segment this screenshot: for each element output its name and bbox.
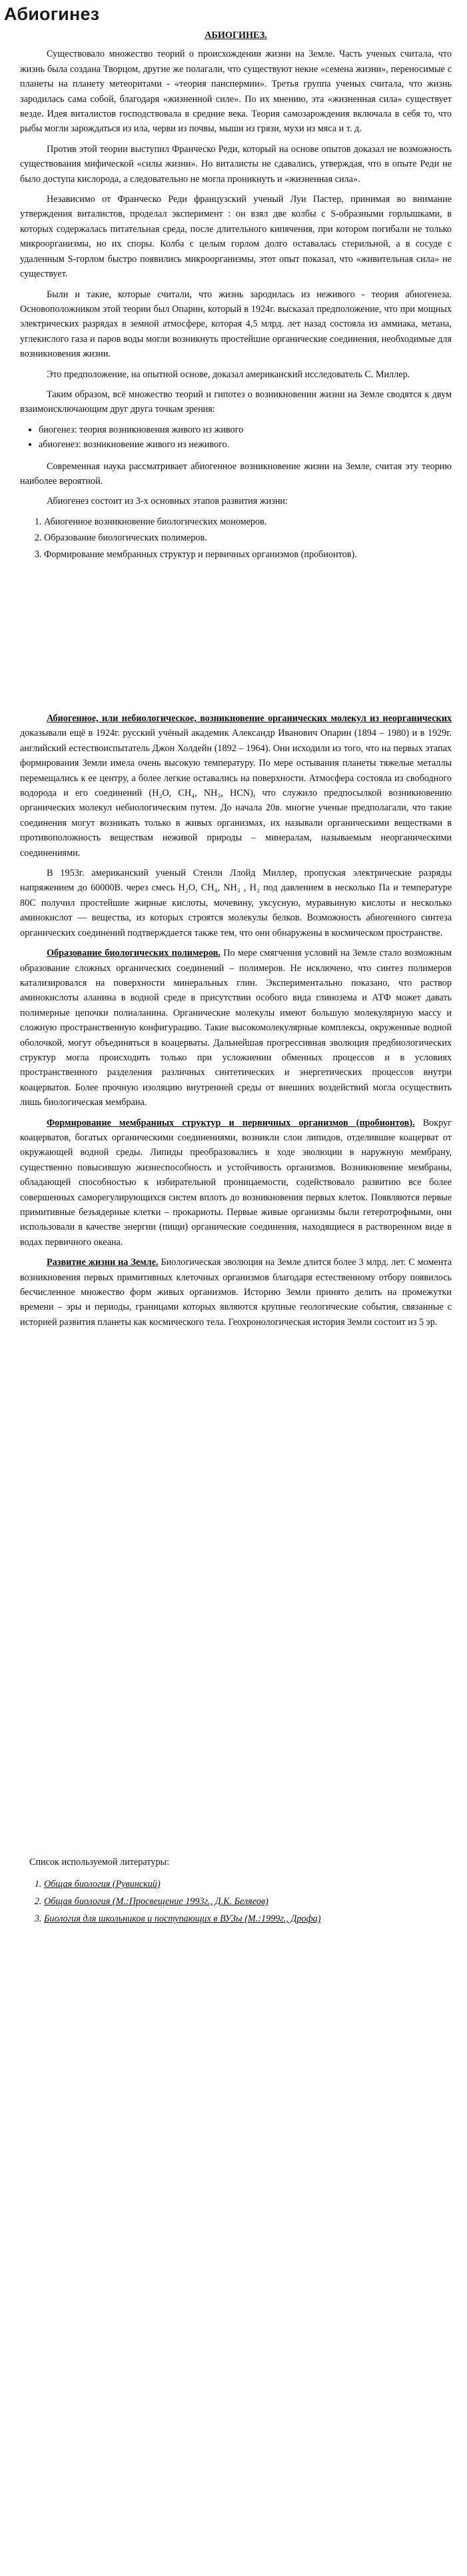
reference-item: 3. Биология для школьников и поступающих в ВУЗы (М.:1999г., Дрофа) (44, 1912, 452, 1926)
stages-list (20, 515, 452, 562)
section-heading: Образование биологических полимеров. (47, 948, 221, 959)
paragraph-redi: Против этой теории выступил Франческо Реди, который на основе опытов доказал не возможность существования мифической «силы жизни». Но виталисты не сдавались, утверждая, что в опыте Реди не было доступа кислорода, а следовательно не могла проникнуть и «жизненная сила». (20, 143, 452, 185)
section-text: доказывали ещё в 1924г. русский учёный академик Александр Иванович Опарин (1894 – 1980) и в 1929г. английский естествоиспытатель Джон Холдейн (1892 – 1964). Они исходили из того, что на первых этапах формирования Земли имела очень высокую температуру. По мере остывания планеты тяжелые металлы перемещались к ее центру, а более легкие оставались на поверхности. Атмосфера состояла из свободного водорода и его соединений (H₂O, CH₄, NH₃, HCN), что служило предпосылкой возникновению органических молекул небиологическим путем. До начала 20в. многие ученые предполагали, что такие соединения могут возникать только в живых организмах, их называли органическими веществами в противоположность веществам неживой природы – минералам, называемым неорганическими соединениями. (20, 728, 452, 858)
list-item: 2. Образование биологических полимеров. (44, 531, 452, 545)
blank-space (20, 1335, 452, 1855)
paragraph-pasteur: Независимо от Франческо Реди французский ученый Луи Пастер, принимая во внимание утверждения виталистов, проделал эксперимент : он взял две колбы с S-образными горлышками, в которых содержалась питательная среда, после длительного кипячения, при котором погибали не только микроорганизмы, но их споры. Колба с целым горлом долго оставалась стерильной, а в сосуде с удаленным S-горлом быстро появились микроорганизмы, этот опыт показал, что «живительная сила» не существует. (20, 194, 452, 280)
paragraph-oparin: Были и такие, которые считали, что жизнь зародилась из неживого - теория абиогенеза. Основоположником этой теории был Опарин, который в 1924г. высказал предположение, что при мощных электрических разрядах в земной атмосфере, которая 4,5 млрд. лет назад состояла из аммиака, метана, углекислого газа и паров воды могли возникнуть простейшие органические соединения, необходимые для возникновения жизни. (20, 289, 452, 360)
paragraph-theories: Существовало множество теорий о происхождении жизни на Земле. Часть ученых считала, что жизнь была создана Творцом, другие же полагали, что существуют некие «семена жизни», переносимые с планеты на планету метеоритами - «теория панспермии». Третья группа ученых считала, что жизнь зародилась сама собой, благодаря «жизненной силе». По их мнению, эта «жизненная сила» существует везде. Идея виталистов господствовала в средние века. Теория самозарождения включала в себя то, что рыбы могли зарождаться из ила, черви из почвы, мыши из грязи, мухи из мяса и т. д. (20, 49, 452, 135)
document-body (20, 28, 452, 1935)
section-abiogenic-molecules (20, 711, 452, 860)
views-list (20, 423, 452, 453)
paragraph-miller: Это предположение, на опытной основе, доказал американский исследователь С. Миллер. (47, 369, 410, 380)
list-item: 1. Абиогенное возникновение биологических мономеров. (44, 515, 452, 529)
section-polymers (20, 946, 452, 1110)
reference-item: 1. Общая биология (Рувинский) (44, 1877, 452, 1892)
section-text: По мере смягчения условий на Земле стало возможным образование сложных органических соединений – полимеров. Не исключено, что синтез полимеров катализировался на поверхности минеральных глин. Экспериментально показано, что раствор аминокислоты аланина в водной среде в присутствии особого вида глинозема и АТФ может давать полимерные цепочки полиаланина. Органические молекулы имеют большую молекулярную массу и сложную пространственную конфигурацию. Такие высокомолекулярные комплексы, окруженные водной оболочкой, могут объединяться в коацерваты. Дальнейшая прогрессивная эволюция предбиологических структур могла происходить только при усложнении обменных процессов и в условиях пространственного разделения различных синтетических и энергетических процессов внутри коацерватов. Более прочную изоляцию внутренней среды от внешних воздействий могла осуществить лишь биологическая мембрана. (20, 948, 452, 1108)
list-item: • абиогенез: возникновение живого из неживого. (39, 437, 452, 452)
section-membranes (20, 1116, 452, 1250)
page-title: Абиогинез (4, 4, 100, 24)
paragraph-modern-science: Современная наука рассматривает абиогенное возникновение жизни на Земле, считая эту теорию наиболее вероятной. (20, 461, 452, 487)
references-title: Список используемой литературы: (29, 1857, 170, 1868)
section-text: Биологическая эволюция на Земле длится более 3 млрд. лет. С момента возникновения первых примитивных клеточных организмов благодаря естественному отбору появилось бесчисленное множество форм живых организмов. Историю Земли принято делить на промежутки времени – эры и периоды, границами которых являются крупные геологические события, связанные с историей развития планеты как космического тела. Геохронологическая история Земли состоит из 5 эр. (20, 1257, 452, 1328)
references-list (20, 1877, 452, 1927)
section-heading: Абиогенное, или небиологическое, возникновение органических молекул из неорганических (47, 713, 452, 724)
section-heading: Развитие жизни на Земле. (47, 1257, 159, 1268)
section-heading: Формирование мембранных структур и первичных организмов (пробионтов). (47, 1117, 415, 1128)
reference-item: 2. Общая биология (М.:Просвещение 1993г., Д.К. Беляеов) (44, 1894, 452, 1909)
section-text: Вокруг коацерватов, богатых органическими соединениями, возникли слои липидов, отделившие коацерват от окружающей водной среды. Липиды преобразовались в ходе эволюции в наружную мембрану, существенно повысившую жизнеспособность и устойчивость организмов. Возникновение мембраны, обладающей способностью к избирательной проницаемости, содействовало развитию все более совершенных саморегулирующихся систем вплоть до возникновения первых клеток. Появляются первые примитивные безъядерные клетки – прокариоты. Первые живые организмы были гетеротрофными, они использовали в качестве энергии (пищи) органические соединения, находящиеся в растворенном виде в водах первичного океана. (20, 1117, 452, 1248)
list-item: 3. Формирование мембранных структур и первичных организмов (пробионтов). (44, 547, 452, 562)
document-heading: АБИОГИНЕЗ. (205, 30, 267, 41)
paragraph-stages-intro: Абиогенез состоит из 3-х основных этапов развития жизни: (47, 496, 288, 507)
blank-space (20, 570, 452, 711)
list-item: • биогенез: теория возникновения живого из живого (39, 423, 452, 437)
section-life-development (20, 1255, 452, 1330)
paragraph-two-views: Таким образом, всё множество теорий и гипотез о возникновении жизни на Земле сводятся к двум взаимоисключающим друг друга точкам зрения: (20, 389, 452, 415)
paragraph-miller-1953: В 1953г. американский ученый Стенли Ллойд Миллер, пропуская электрические разряды напряжением до 60000В. через смесь H₂O, CH₄, NH₃ , H₂ под давлением в несколько Па и температуре 80С получил простейшие жирные кислоты, мочевину, уксусную, муравьиную кислоты и несколько аминокислот — вещества, из которых строятся молекулы белков. Возможность абиогенного синтеза органических соединений подтверждается также тем, что они обнаружены в космическом пространстве. (20, 868, 452, 938)
